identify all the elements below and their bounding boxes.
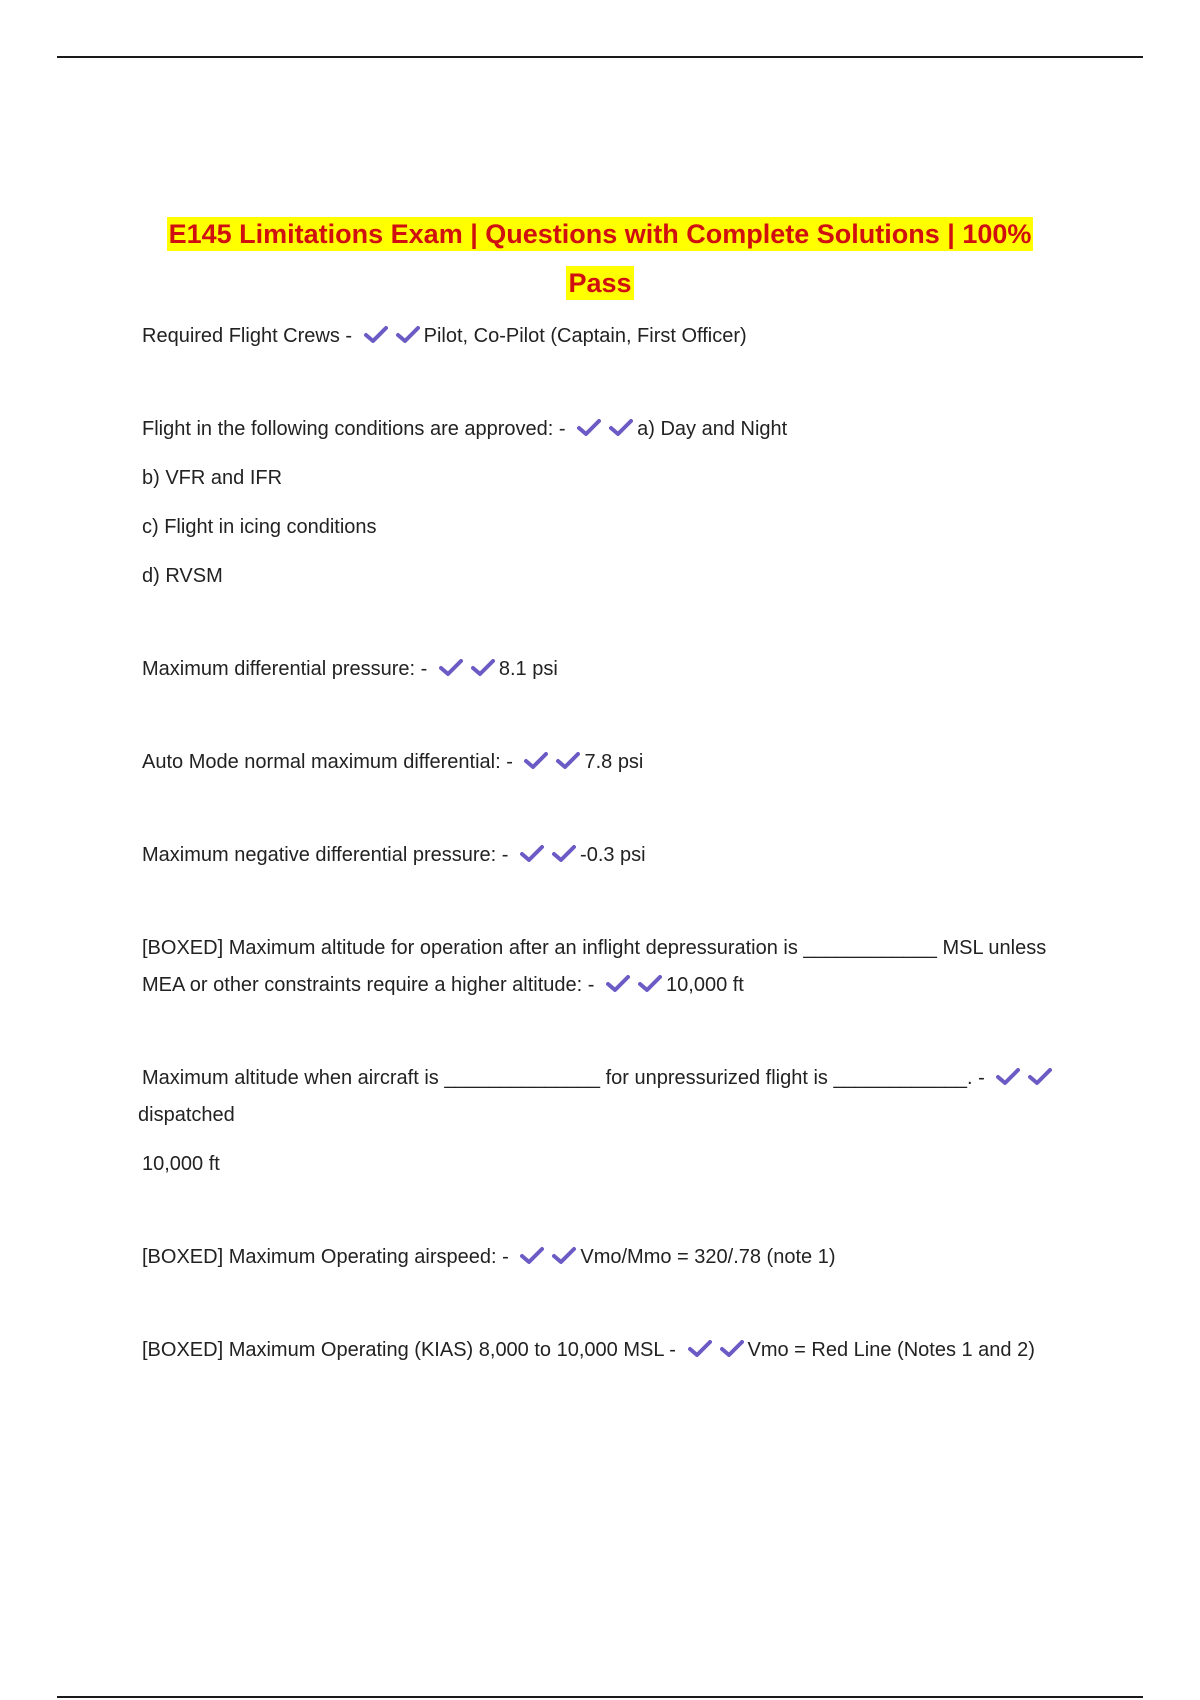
- answer-text: -0.3 psi: [580, 844, 646, 866]
- checkmark-icon: [552, 845, 576, 863]
- checkmark-icon: [439, 659, 463, 677]
- checkmark-icon: [609, 419, 633, 437]
- bottom-rule: [57, 1696, 1143, 1698]
- answer-text: Vmo = Red Line (Notes 1 and 2): [747, 1339, 1035, 1361]
- answer-continuation: 10,000 ft: [142, 1153, 220, 1175]
- question-text: Required Flight Crews -: [142, 325, 353, 347]
- answer-continuation: d) RVSM: [142, 565, 223, 587]
- question-text: Maximum negative differential pressure: -: [142, 844, 509, 866]
- checkmark-icon: [996, 1068, 1020, 1086]
- answer-continuation: b) VFR and IFR: [142, 467, 283, 489]
- checkmark-icon: [556, 752, 580, 770]
- qa-item: [142, 411, 1062, 595]
- question-text: Maximum altitude when aircraft is ______________ for unpressurized flight is ____________. -: [142, 1067, 985, 1089]
- qa-item: [142, 1239, 1062, 1276]
- checkmark-icon: [688, 1340, 712, 1358]
- question-text: Auto Mode normal maximum differential: -: [142, 751, 513, 773]
- checkmark-icon: [396, 326, 420, 344]
- checkmark-icon: [524, 752, 548, 770]
- question-text: Maximum differential pressure: -: [142, 658, 428, 680]
- checkmark-icon: [1028, 1068, 1052, 1086]
- answer-text: 8.1 psi: [498, 658, 558, 680]
- qa-item: [142, 318, 1062, 355]
- checkmark-icon: [471, 659, 495, 677]
- qa-item: [142, 651, 1062, 688]
- checkmark-icon: [364, 326, 388, 344]
- checkmark-icon: [520, 845, 544, 863]
- checkmark-icon: [720, 1340, 744, 1358]
- qa-list: [138, 318, 1062, 1425]
- answer-text: Pilot, Co-Pilot (Captain, First Officer): [423, 325, 747, 347]
- checkmark-icon: [638, 975, 662, 993]
- question-text: [BOXED] Maximum altitude for operation after an inflight depressuration is ____________ MSL unless MEA or other constraints require a higher altitude: -: [142, 937, 1047, 996]
- question-text: [BOXED] Maximum Operating airspeed: -: [142, 1246, 509, 1268]
- checkmark-icon: [606, 975, 630, 993]
- answer-continuation: c) Flight in icing conditions: [142, 516, 377, 538]
- answer-text: a) Day and Night: [637, 418, 788, 440]
- checkmark-icon: [577, 419, 601, 437]
- answer-text: 7.8 psi: [584, 751, 644, 773]
- qa-item: [138, 1060, 1062, 1183]
- answer-text: Vmo/Mmo = 320/.78 (note 1): [580, 1246, 836, 1268]
- top-rule: [57, 56, 1143, 58]
- page-title: E145 Limitations Exam | Questions with Complete Solutions | 100% Pass: [168, 219, 1032, 298]
- answer-text: 10,000 ft: [666, 974, 744, 996]
- qa-item: [142, 837, 1062, 874]
- question-text: Flight in the following conditions are approved: -: [142, 418, 566, 440]
- qa-item: [142, 744, 1062, 781]
- qa-item: [142, 1332, 1062, 1369]
- qa-item: [142, 930, 1062, 1004]
- title-block: [150, 212, 1050, 310]
- checkmark-icon: [552, 1247, 576, 1265]
- answer-text: dispatched: [138, 1104, 235, 1126]
- checkmark-icon: [520, 1247, 544, 1265]
- question-text: [BOXED] Maximum Operating (KIAS) 8,000 to 10,000 MSL -: [142, 1339, 676, 1361]
